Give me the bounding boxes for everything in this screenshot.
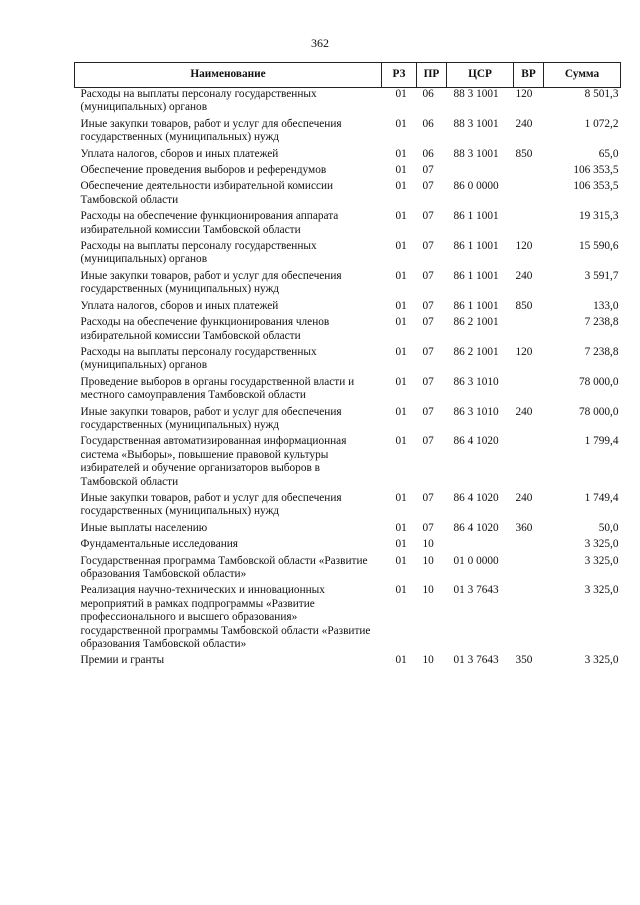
cell-csr <box>447 538 514 554</box>
cell-rz: 01 <box>395 164 407 177</box>
cell-rz: 01 <box>395 269 407 282</box>
cell-csr: 88 3 1001 <box>453 117 499 130</box>
cell-sum: 1 072,2 <box>584 117 619 130</box>
cell-csr: 86 4 1020 <box>453 435 499 448</box>
table-row <box>75 538 621 554</box>
cell-csr: 01 0 0000 <box>453 554 499 567</box>
cell-pr: 07 <box>422 180 434 193</box>
cell-csr: 86 2 1001 <box>453 316 499 329</box>
cell-vr: 240 <box>515 117 533 130</box>
cell-vr: 350 <box>515 654 533 667</box>
cell-rz: 01 <box>395 375 407 388</box>
cell-vr: 120 <box>515 240 533 253</box>
cell-sum: 3 325,0 <box>584 654 619 667</box>
cell-sum: 133,0 <box>593 299 619 312</box>
cell-rz: 01 <box>395 88 407 100</box>
cell-name: Расходы на выплаты персоналу государственных (муниципальных) органов <box>80 345 317 372</box>
cell-csr: 86 2 1001 <box>453 345 499 358</box>
cell-pr: 07 <box>422 435 434 448</box>
table-row <box>75 522 621 538</box>
header-pr: ПР <box>417 63 447 88</box>
cell-rz: 01 <box>395 147 407 160</box>
cell-vr <box>514 376 544 406</box>
cell-vr <box>514 316 544 346</box>
table-row <box>75 180 621 210</box>
cell-sum: 3 325,0 <box>584 538 619 551</box>
cell-csr: 86 4 1020 <box>453 491 499 504</box>
cell-csr: 86 3 1010 <box>453 405 499 418</box>
cell-name: Расходы на обеспечение функционирования членов избирательной комиссии Тамбовской области <box>80 316 330 342</box>
cell-name: Премии и гранты <box>80 654 165 667</box>
cell-rz: 01 <box>395 538 407 551</box>
cell-rz: 01 <box>395 554 407 567</box>
cell-rz: 01 <box>395 345 407 358</box>
cell-pr: 06 <box>422 147 434 160</box>
cell-pr: 10 <box>422 554 434 567</box>
cell-vr: 240 <box>515 491 533 504</box>
table-row <box>75 654 621 670</box>
cell-csr: 88 3 1001 <box>453 88 499 100</box>
cell-rz: 01 <box>395 117 407 130</box>
cell-name: Иные закупки товаров, работ и услуг для обеспечения государственных (муниципальных) нужд <box>80 117 342 144</box>
cell-csr: 86 1 1001 <box>453 210 499 223</box>
table-row <box>75 435 621 492</box>
cell-vr <box>514 164 544 180</box>
cell-csr <box>447 164 514 180</box>
cell-rz: 01 <box>395 435 407 448</box>
cell-sum: 50,0 <box>598 521 619 534</box>
cell-rz: 01 <box>395 654 407 667</box>
cell-vr: 850 <box>515 147 533 160</box>
cell-pr: 07 <box>422 210 434 223</box>
table-row <box>75 555 621 585</box>
page-number: 362 <box>311 36 329 50</box>
cell-sum: 106 353,5 <box>573 164 619 177</box>
cell-vr <box>514 210 544 240</box>
cell-name: Обеспечение проведения выборов и референдумов <box>80 164 327 177</box>
cell-name: Обеспечение деятельности избирательной комиссии Тамбовской области <box>80 180 334 206</box>
cell-sum: 8 501,3 <box>584 88 619 100</box>
cell-sum: 78 000,0 <box>578 405 619 418</box>
cell-sum: 78 000,0 <box>578 375 619 388</box>
header-csr: ЦСР <box>447 63 514 88</box>
cell-name: Реализация научно-технических и инновационных мероприятий в рамках подпрограммы «Развитие профессионального и высшего образования» государственной программы Тамбовской области «Развитие образования Тамбовской области» <box>80 584 371 651</box>
cell-pr: 07 <box>422 299 434 312</box>
cell-csr: 86 1 1001 <box>453 269 499 282</box>
header-sum: Сумма <box>544 63 621 88</box>
cell-pr: 10 <box>422 538 434 551</box>
cell-csr: 86 1 1001 <box>453 240 499 253</box>
cell-pr: 07 <box>422 521 434 534</box>
table-row <box>75 406 621 436</box>
table-row <box>75 300 621 316</box>
table-row <box>75 346 621 376</box>
cell-sum: 7 238,8 <box>584 316 619 329</box>
cell-pr: 07 <box>422 375 434 388</box>
table-header-row <box>75 63 621 88</box>
cell-vr: 120 <box>515 345 533 358</box>
cell-rz: 01 <box>395 491 407 504</box>
table-row <box>75 148 621 164</box>
table-row <box>75 240 621 270</box>
table-row <box>75 270 621 300</box>
cell-vr: 120 <box>515 88 533 100</box>
cell-csr: 86 4 1020 <box>453 521 499 534</box>
cell-csr: 01 3 7643 <box>453 654 499 667</box>
cell-vr <box>514 435 544 492</box>
table-row <box>75 316 621 346</box>
cell-pr: 06 <box>422 117 434 130</box>
cell-name: Иные закупки товаров, работ и услуг для обеспечения государственных (муниципальных) нужд <box>80 491 342 518</box>
cell-csr: 01 3 7643 <box>453 584 499 597</box>
cell-vr: 360 <box>515 521 533 534</box>
table-body <box>75 88 621 671</box>
cell-vr: 240 <box>515 269 533 282</box>
cell-name: Расходы на выплаты персоналу государственных (муниципальных) органов <box>80 88 317 114</box>
cell-rz: 01 <box>395 299 407 312</box>
table-row <box>75 88 621 118</box>
budget-table <box>74 62 621 671</box>
header-rz: РЗ <box>382 63 417 88</box>
cell-vr: 240 <box>515 405 533 418</box>
cell-name: Расходы на выплаты персоналу государственных (муниципальных) органов <box>80 240 317 266</box>
cell-csr: 86 3 1010 <box>453 375 499 388</box>
cell-pr: 10 <box>422 584 434 597</box>
cell-name: Иные закупки товаров, работ и услуг для обеспечения государственных (муниципальных) нужд <box>80 405 342 431</box>
cell-pr: 07 <box>422 316 434 329</box>
table-row <box>75 164 621 180</box>
cell-pr: 10 <box>422 654 434 667</box>
table-row <box>75 584 621 654</box>
cell-rz: 01 <box>395 521 407 534</box>
cell-rz: 01 <box>395 180 407 193</box>
cell-rz: 01 <box>395 584 407 597</box>
cell-sum: 19 315,3 <box>578 210 619 223</box>
cell-sum: 1 799,4 <box>584 435 619 448</box>
cell-name: Уплата налогов, сборов и иных платежей <box>80 299 279 312</box>
cell-name: Государственная программа Тамбовской области «Развитие образования Тамбовской области» <box>80 554 368 580</box>
cell-rz: 01 <box>395 405 407 418</box>
cell-name: Иные закупки товаров, работ и услуг для обеспечения государственных (муниципальных) нужд <box>80 269 342 296</box>
cell-name: Проведение выборов в органы государственной власти и местного самоуправления Тамбовской области <box>80 375 355 402</box>
cell-csr: 88 3 1001 <box>453 147 499 160</box>
cell-sum: 15 590,6 <box>578 240 619 253</box>
cell-sum: 1 749,4 <box>584 491 619 504</box>
cell-name: Уплата налогов, сборов и иных платежей <box>80 147 279 160</box>
header-name: Наименование <box>75 63 382 88</box>
cell-vr: 850 <box>515 299 533 312</box>
cell-sum: 7 238,8 <box>584 345 619 358</box>
cell-sum: 106 353,5 <box>573 180 619 193</box>
cell-pr: 07 <box>422 269 434 282</box>
cell-sum: 65,0 <box>598 147 619 160</box>
table-row <box>75 210 621 240</box>
cell-name: Расходы на обеспечение функционирования аппарата избирательной комиссии Тамбовской области <box>80 210 339 236</box>
cell-pr: 07 <box>422 491 434 504</box>
cell-pr: 07 <box>422 240 434 253</box>
cell-name: Государственная автоматизированная информационная система «Выборы», повышение правовой культуры избирателей и обучение организаторов выборов в Тамбовской области <box>80 435 347 488</box>
cell-name: Фундаментальные исследования <box>80 538 238 551</box>
cell-sum: 3 325,0 <box>584 584 619 597</box>
cell-sum: 3 325,0 <box>584 554 619 567</box>
cell-rz: 01 <box>395 316 407 329</box>
cell-pr: 07 <box>422 405 434 418</box>
cell-vr <box>514 555 544 585</box>
cell-csr: 86 1 1001 <box>453 299 499 312</box>
cell-rz: 01 <box>395 210 407 223</box>
cell-vr <box>514 180 544 210</box>
header-vr: ВР <box>514 63 544 88</box>
cell-vr <box>514 584 544 654</box>
cell-rz: 01 <box>395 240 407 253</box>
cell-name: Иные выплаты населению <box>80 521 208 534</box>
cell-sum: 3 591,7 <box>584 269 619 282</box>
table-row <box>75 118 621 148</box>
table-row <box>75 376 621 406</box>
table-row <box>75 492 621 522</box>
cell-vr <box>514 538 544 554</box>
cell-pr: 07 <box>422 345 434 358</box>
cell-pr: 06 <box>422 88 434 100</box>
cell-csr: 86 0 0000 <box>453 180 499 193</box>
cell-pr: 07 <box>422 164 434 177</box>
